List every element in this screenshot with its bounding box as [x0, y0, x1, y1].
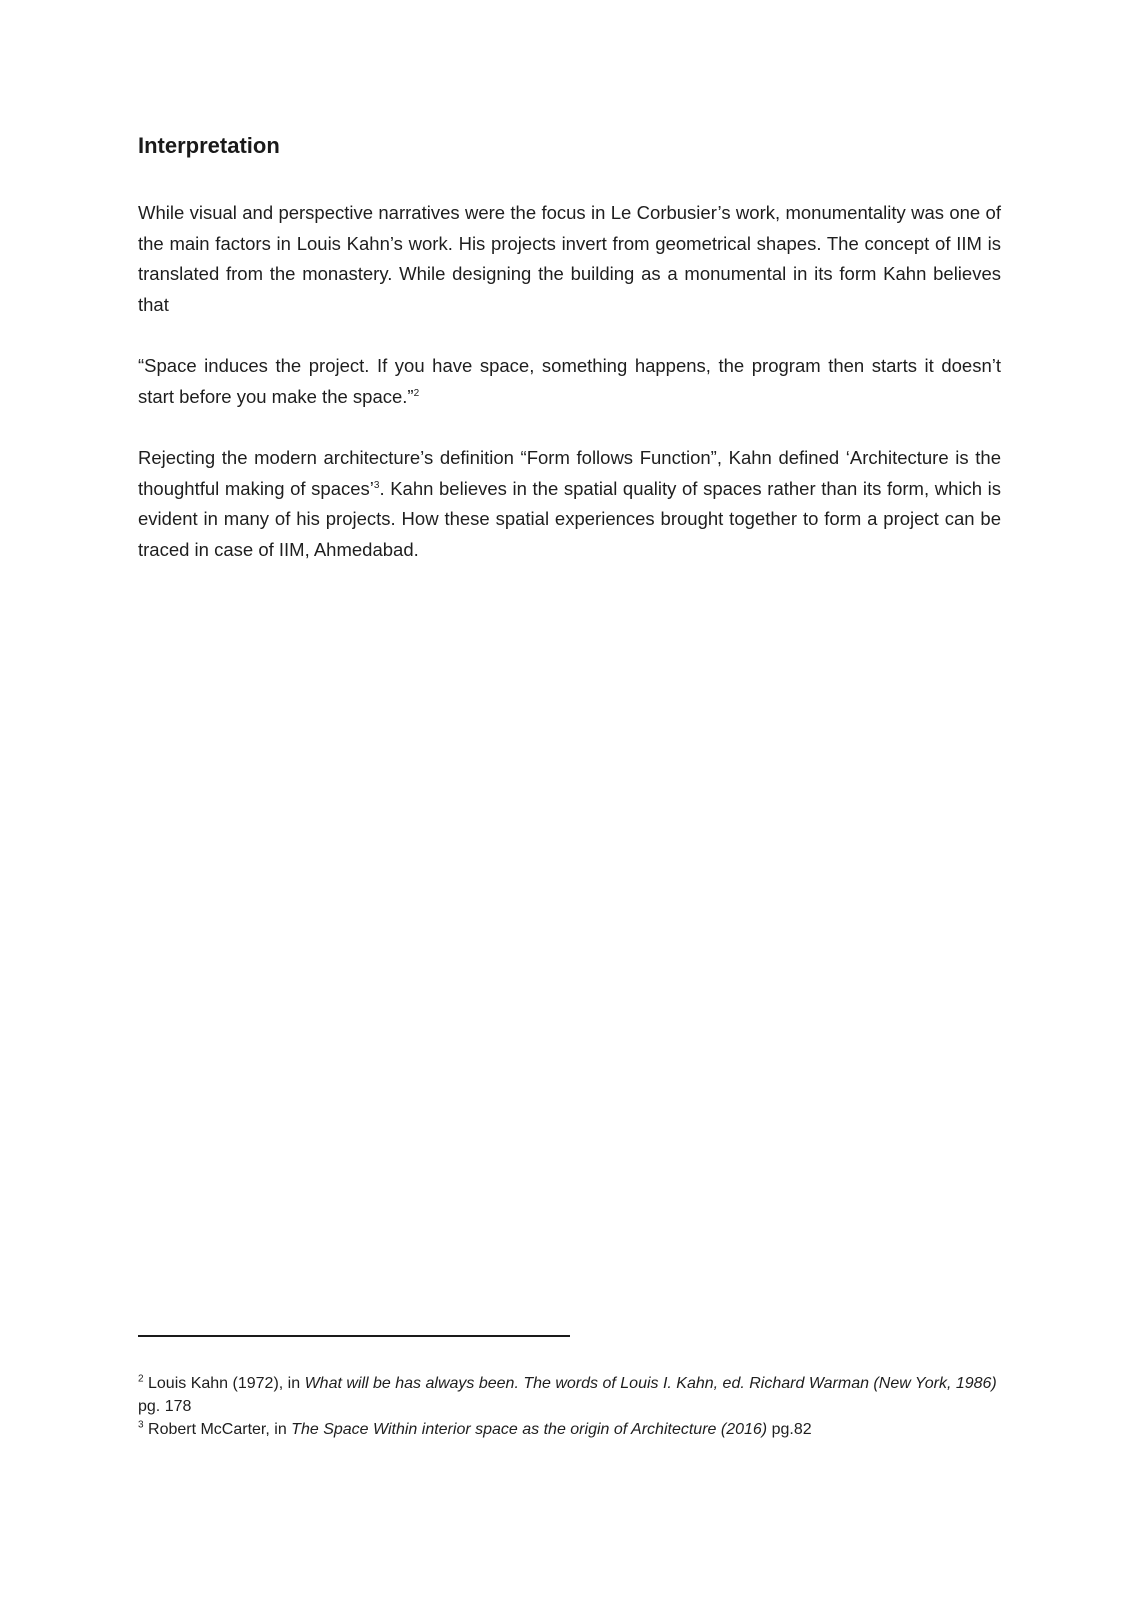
footnote-suffix: pg.82 — [767, 1421, 812, 1438]
paragraph-intro: While visual and perspective narratives were the focus in Le Corbusier’s work, monumentality was one of the main factors in Louis Kahn’s work. His projects invert from geometrical shapes. The concept of IIM is translated from the monastery. While designing the building as a monumental in its form Kahn believes that — [138, 202, 1001, 315]
footnote-prefix: Louis Kahn (1972), in — [143, 1375, 305, 1392]
conclusion-text-before: Rejecting the modern architecture’s definition “Form follows Function”, Kahn defined ‘Architecture is the thoughtful making of spaces’ — [138, 447, 1001, 499]
quote-text: “Space induces the project. If you have space, something happens, the program then starts it doesn’t start before you make the space.” — [138, 355, 1001, 407]
paragraph-conclusion — [138, 443, 1001, 565]
footnote-prefix: Robert McCarter, in — [143, 1421, 292, 1438]
footnote-mark: 2 — [138, 1373, 144, 1385]
paragraph-quote — [138, 351, 1001, 412]
footnote-ref-2[interactable]: 2 — [413, 387, 420, 399]
footnote-separator — [138, 1335, 570, 1337]
footnote-3 — [138, 1418, 1001, 1441]
footnote-suffix: pg. 178 — [138, 1398, 192, 1415]
footnote-mark: 3 — [138, 1419, 144, 1431]
conclusion-text-after: . Kahn believes in the spatial quality of spaces rather than its form, which is evident in many of his projects. How these spatial experiences brought together to form a project can be traced in case of IIM, Ahmedabad. — [138, 477, 1001, 560]
footnote-title: What will be has always been. The words of Louis I. Kahn, ed. Richard Warman (New York, 1986) — [304, 1375, 997, 1392]
section-heading: Interpretation — [138, 133, 280, 158]
footnote-title: The Space Within interior space as the origin of Architecture (2016) — [291, 1421, 768, 1438]
footnote-ref-3[interactable]: 3 — [373, 479, 380, 491]
footnote-2 — [138, 1372, 1001, 1418]
